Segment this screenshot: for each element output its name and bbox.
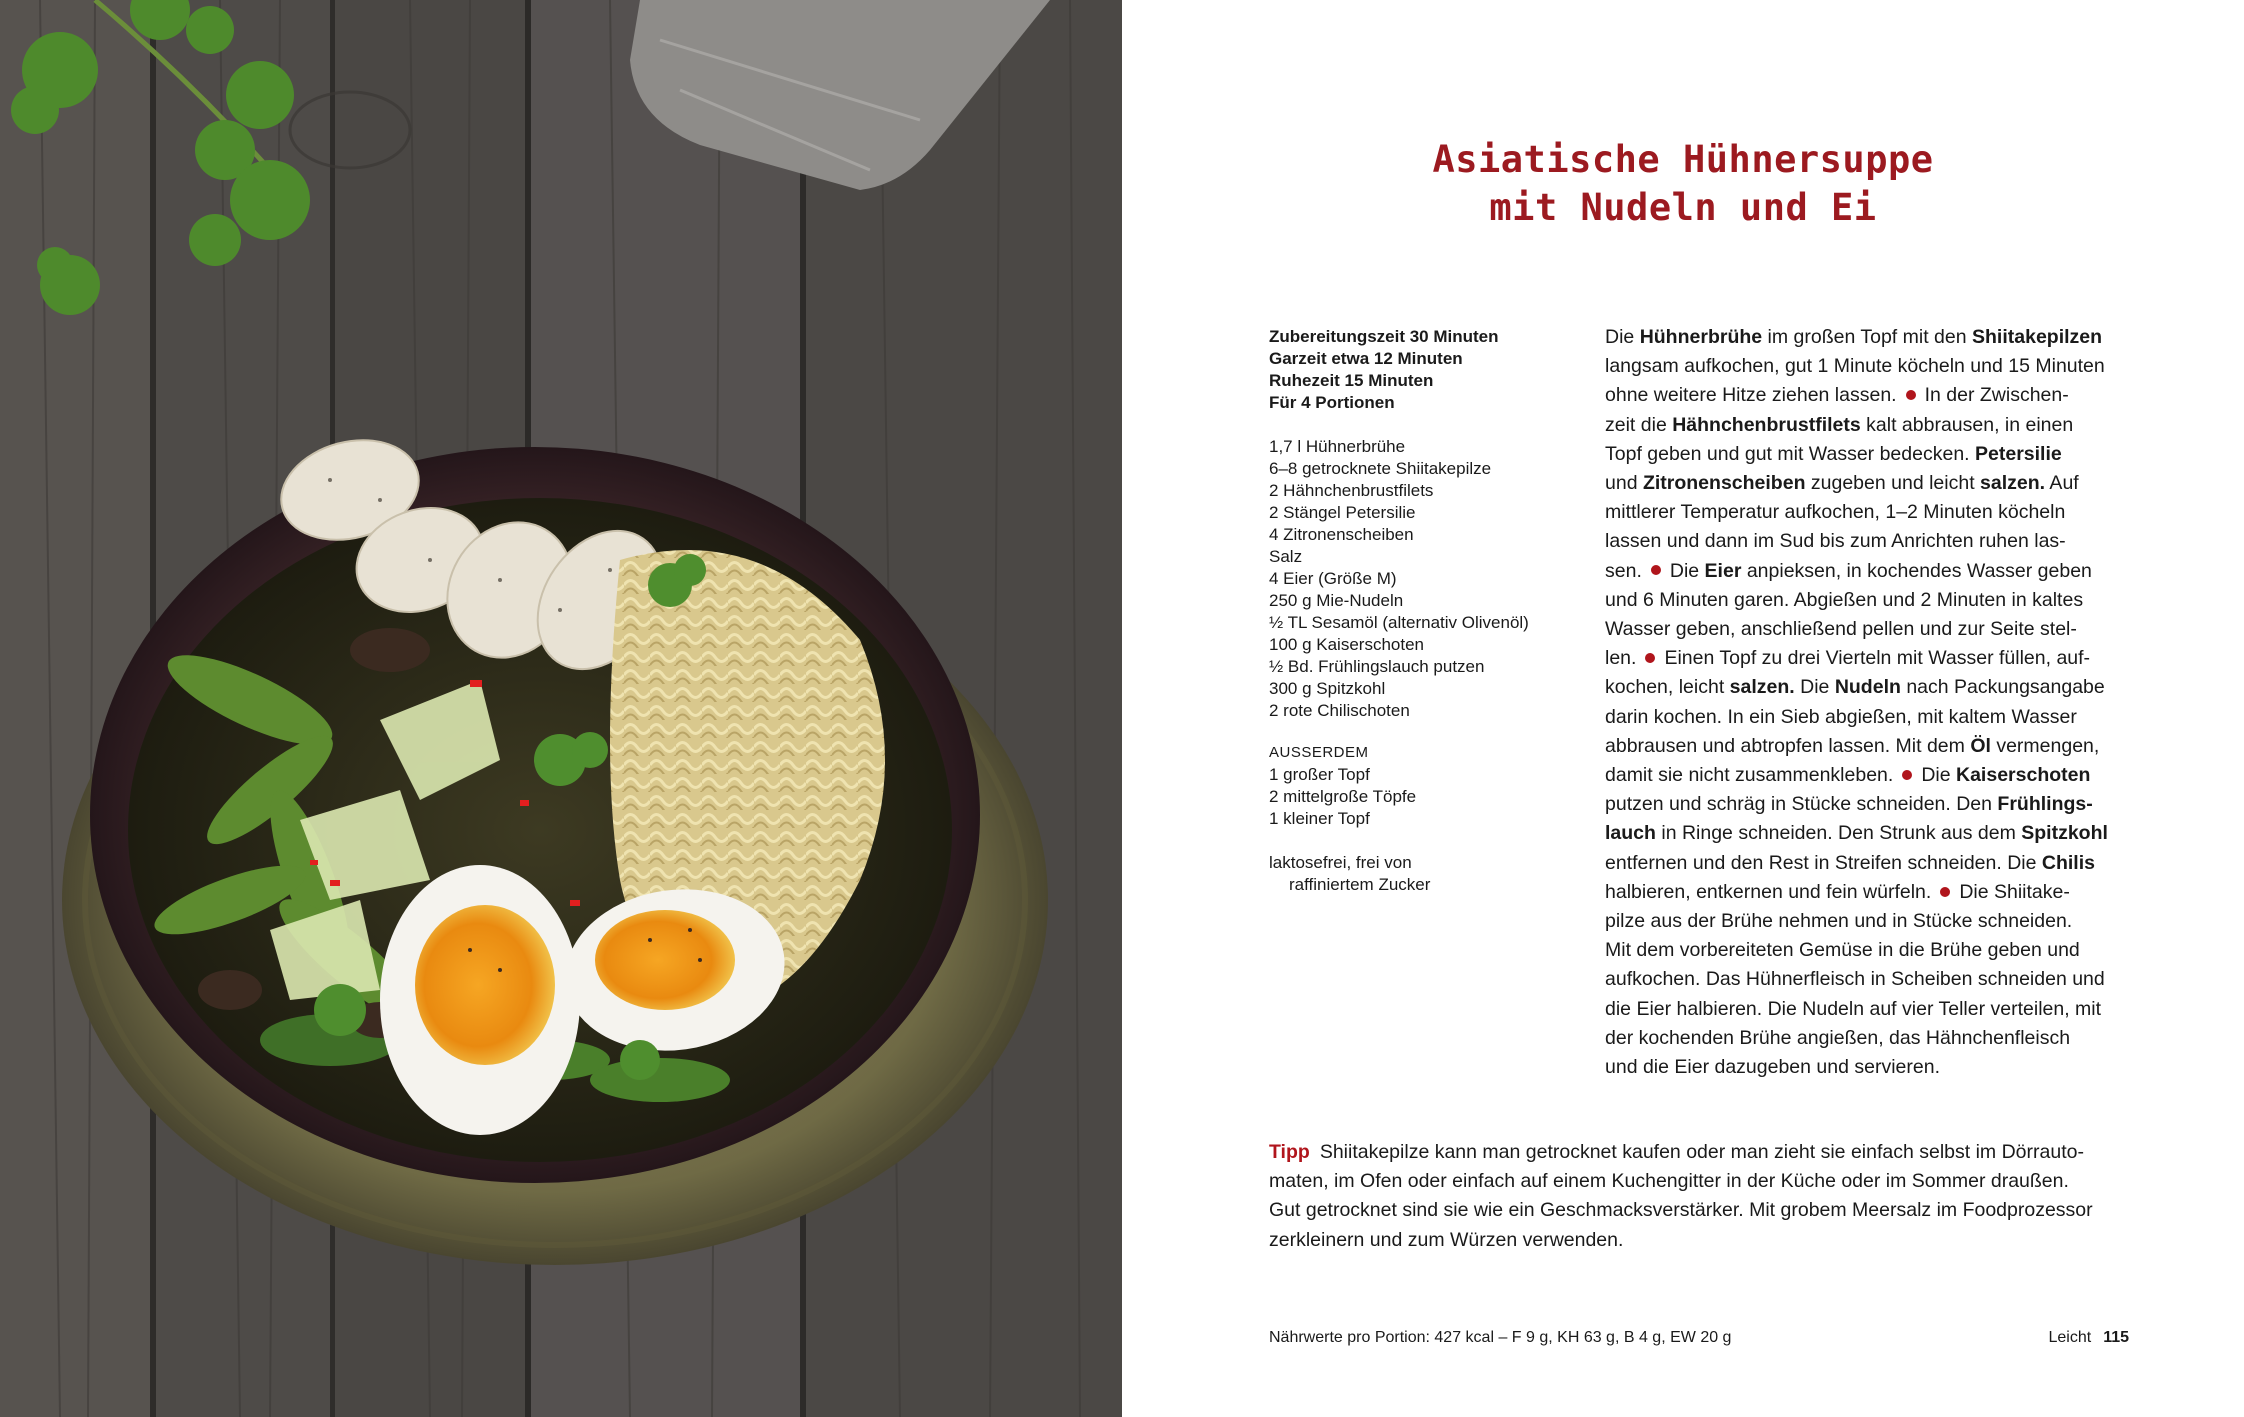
- ingredient-item: 100 g Kaiserschoten: [1269, 635, 1424, 654]
- method-text-run: sen.: [1605, 559, 1642, 582]
- method-text-run: entfernen und den Rest in Streifen schneiden. Die: [1605, 851, 2042, 874]
- method-line: [1605, 849, 2125, 878]
- ingredient-item: ½ Bd. Frühlingslauch putzen: [1269, 657, 1485, 676]
- step-bullet-icon: [1906, 390, 1916, 400]
- method-line: [1605, 469, 2125, 498]
- method-text-run: die Eier halbieren. Die Nudeln auf vier Teller verteilen, mit: [1605, 997, 2102, 1020]
- method-text-run: Topf geben und gut mit Wasser bedecken.: [1605, 442, 1975, 465]
- ingredient-item: 2 rote Chilischoten: [1269, 701, 1410, 720]
- ingredient-highlight: Shiitakepilzen: [1972, 326, 2103, 348]
- method-line: [1605, 995, 2125, 1024]
- equipment-item: 1 großer Topf: [1269, 765, 1370, 784]
- method-line: [1605, 381, 2125, 410]
- method-line: [1605, 1053, 2125, 1082]
- ingredient-item: 300 g Spitzkohl: [1269, 679, 1386, 698]
- recipe-title: [1122, 136, 2244, 232]
- method-text-run: len.: [1605, 647, 1637, 670]
- title-line-1: Asiatische Hühnersuppe: [1432, 138, 1934, 181]
- method-line: [1605, 936, 2125, 965]
- tip-text: Shiitakepilze kann man getrocknet kaufen oder man zieht sie einfach selbst im Dörrauto-: [1319, 1141, 2084, 1163]
- nutrition-info: Nährwerte pro Portion: 427 kcal – F 9 g, KH 63 g, B 4 g, EW 20 g: [1269, 1329, 1732, 1346]
- section-name: Leicht: [2048, 1329, 2092, 1346]
- ingredient-item: 4 Eier (Größe M): [1269, 569, 1397, 588]
- tip-line: maten, im Ofen oder einfach auf einem Kuchengitter in der Küche oder im Sommer draußen.: [1269, 1170, 2069, 1193]
- method-text-run: der kochenden Brühe angießen, das Hähnchenfleisch: [1605, 1026, 2071, 1049]
- ingredient-highlight: Hähnchenbrustfilets: [1672, 413, 1861, 436]
- cook-time: Garzeit etwa 12 Minuten: [1269, 349, 1463, 368]
- ingredient-highlight: lauch: [1605, 822, 1656, 845]
- method-text-run: mittlerer Temperatur aufkochen, 1–2 Minuten köcheln: [1605, 501, 2066, 524]
- method-text-run: lassen und dann im Sud bis zum Anrichten ruhen las-: [1605, 530, 2066, 553]
- method-text: [1605, 323, 2125, 1082]
- ingredient-item: ½ TL Sesamöl (alternativ Olivenöl): [1269, 613, 1529, 632]
- method-line: [1605, 819, 2125, 848]
- equipment-heading: AUSSERDEM: [1269, 744, 1369, 761]
- method-text-run: Auf: [2045, 472, 2079, 495]
- method-line: [1605, 352, 2125, 381]
- method-line: [1605, 1024, 2125, 1053]
- diet-note-line: raffiniertem Zucker: [1289, 875, 1431, 894]
- method-text-run: anpieksen, in kochendes Wasser geben: [1741, 559, 2092, 582]
- method-text-run: und: [1605, 472, 1643, 495]
- method-text-run: nach Packungsangabe: [1900, 676, 2105, 699]
- method-text-run: zugeben und leicht: [1805, 472, 1981, 495]
- method-line: [1605, 965, 2125, 994]
- step-bullet-icon: [1651, 565, 1661, 575]
- method-line: [1605, 732, 2125, 761]
- method-text-run: In der Zwischen-: [1924, 384, 2069, 407]
- method-line: [1605, 703, 2125, 732]
- method-line: [1605, 527, 2125, 556]
- recipe-page: [1122, 0, 2244, 1417]
- ingredient-item: 250 g Mie-Nudeln: [1269, 591, 1404, 610]
- ingredient-list: [1269, 436, 1599, 722]
- method-text-run: pilze aus der Brühe nehmen und in Stücke schneiden.: [1605, 910, 2073, 933]
- page-footer: [2048, 1329, 2129, 1347]
- servings: Für 4 Portionen: [1269, 393, 1395, 412]
- tip-label: Tipp: [1269, 1141, 1310, 1163]
- method-line: [1605, 878, 2125, 907]
- tip-line: [1269, 1138, 2169, 1167]
- method-text-run: und die Eier dazugeben und servieren.: [1605, 1056, 1940, 1079]
- ingredient-highlight: Frühlings-: [1997, 793, 2093, 816]
- method-text-run: darin kochen. In ein Sieb abgießen, mit kaltem Wasser: [1605, 705, 2077, 728]
- ingredient-item: 1,7 l Hühnerbrühe: [1269, 437, 1406, 456]
- rest-time: Ruhezeit 15 Minuten: [1269, 371, 1434, 390]
- method-text-run: zeit die: [1605, 413, 1673, 436]
- ingredient-highlight: salzen.: [1980, 472, 2046, 495]
- method-text-run: halbieren, entkernen und fein würfeln.: [1605, 880, 1932, 903]
- method-line: [1605, 673, 2125, 702]
- ingredient-highlight: Eier: [1704, 559, 1742, 582]
- prep-time: Zubereitungszeit 30 Minuten: [1269, 327, 1499, 346]
- method-line: [1605, 761, 2125, 790]
- method-text-run: Die: [1669, 559, 1705, 582]
- method-line: [1605, 644, 2125, 673]
- ingredient-item: 2 Stängel Petersilie: [1269, 503, 1416, 522]
- ingredient-item: Salz: [1269, 547, 1303, 566]
- method-text-run: damit sie nicht zusammenkleben.: [1605, 764, 1894, 787]
- method-text-run: kalt abbrausen, in einen: [1860, 413, 2074, 436]
- method-line: [1605, 586, 2125, 615]
- method-line: [1605, 498, 2125, 527]
- equipment-item: 2 mittelgroße Töpfe: [1269, 787, 1417, 806]
- step-bullet-icon: [1940, 887, 1950, 897]
- ingredient-item: 2 Hähnchenbrustfilets: [1269, 481, 1434, 500]
- method-text-run: Einen Topf zu drei Vierteln mit Wasser füllen, auf-: [1664, 647, 2091, 670]
- diet-note-line: laktosefrei, frei von: [1269, 853, 1412, 872]
- method-line: [1605, 323, 2125, 352]
- ingredient-highlight: Chilis: [2041, 851, 2095, 874]
- egg-left: [380, 865, 580, 1135]
- method-text-run: abbrausen und abtropfen lassen. Mit dem: [1605, 734, 1971, 757]
- method-line: [1605, 790, 2125, 819]
- method-text-run: Die: [1605, 326, 1640, 348]
- method-text-run: kochen, leicht: [1605, 676, 1730, 699]
- step-bullet-icon: [1902, 770, 1912, 780]
- ingredient-highlight: Spitzkohl: [2021, 822, 2108, 845]
- ingredient-highlight: Öl: [1970, 734, 1991, 757]
- tip-line: Gut getrocknet sind sie wie ein Geschmacksverstärker. Mit grobem Meersalz im Foodprozessor: [1269, 1199, 2093, 1222]
- method-text-run: langsam aufkochen, gut 1 Minute köcheln und 15 Minuten: [1605, 355, 2105, 378]
- ingredient-highlight: Nudeln: [1834, 676, 1901, 699]
- tip-line: zerkleinern und zum Würzen verwenden.: [1269, 1228, 1624, 1251]
- method-text-run: im großen Topf mit den: [1762, 326, 1973, 348]
- ingredient-highlight: Zitronenscheiben: [1642, 472, 1806, 495]
- method-text-run: ohne weitere Hitze ziehen lassen.: [1605, 384, 1897, 407]
- ingredient-highlight: Kaiserschoten: [1956, 764, 2091, 787]
- method-text-run: vermengen,: [1990, 734, 2100, 757]
- method-text-run: Die: [1921, 764, 1956, 787]
- method-text-run: Die: [1794, 676, 1835, 699]
- page-number: 115: [2103, 1329, 2129, 1346]
- ingredient-highlight: salzen.: [1729, 676, 1795, 699]
- method-line: [1605, 615, 2125, 644]
- ingredient-highlight: Petersilie: [1975, 442, 2062, 465]
- ingredient-highlight: Hühnerbrühe: [1639, 326, 1763, 348]
- method-line: [1605, 557, 2125, 586]
- method-text-run: in Ringe schneiden. Den Strunk aus dem: [1655, 822, 2022, 845]
- method-line: [1605, 907, 2125, 936]
- tip-box: [1269, 1138, 2169, 1255]
- method-text-run: putzen und schräg in Stücke schneiden. Den: [1605, 793, 1998, 816]
- method-text-run: Mit dem vorbereiteten Gemüse in die Brühe geben und: [1605, 939, 2080, 962]
- method-text-run: und 6 Minuten garen. Abgießen und 2 Minuten in kaltes: [1605, 588, 2084, 611]
- method-text-run: Die Shiitake-: [1959, 880, 2070, 903]
- equipment-item: 1 kleiner Topf: [1269, 809, 1370, 828]
- ingredient-item: 6–8 getrocknete Shiitakepilze: [1269, 459, 1492, 478]
- method-line: [1605, 411, 2125, 440]
- ingredient-item: 4 Zitronenscheiben: [1269, 525, 1414, 544]
- recipe-meta: [1269, 326, 1569, 414]
- method-line: [1605, 440, 2125, 469]
- title-line-2: mit Nudeln und Ei: [1489, 186, 1877, 229]
- step-bullet-icon: [1645, 653, 1655, 663]
- method-text-run: Wasser geben, anschließend pellen und zur Seite stel-: [1605, 618, 2077, 641]
- method-text-run: aufkochen. Das Hühnerfleisch in Scheiben schneiden und: [1605, 968, 2105, 991]
- equipment-list: [1269, 742, 1599, 830]
- diet-note: [1269, 852, 1599, 896]
